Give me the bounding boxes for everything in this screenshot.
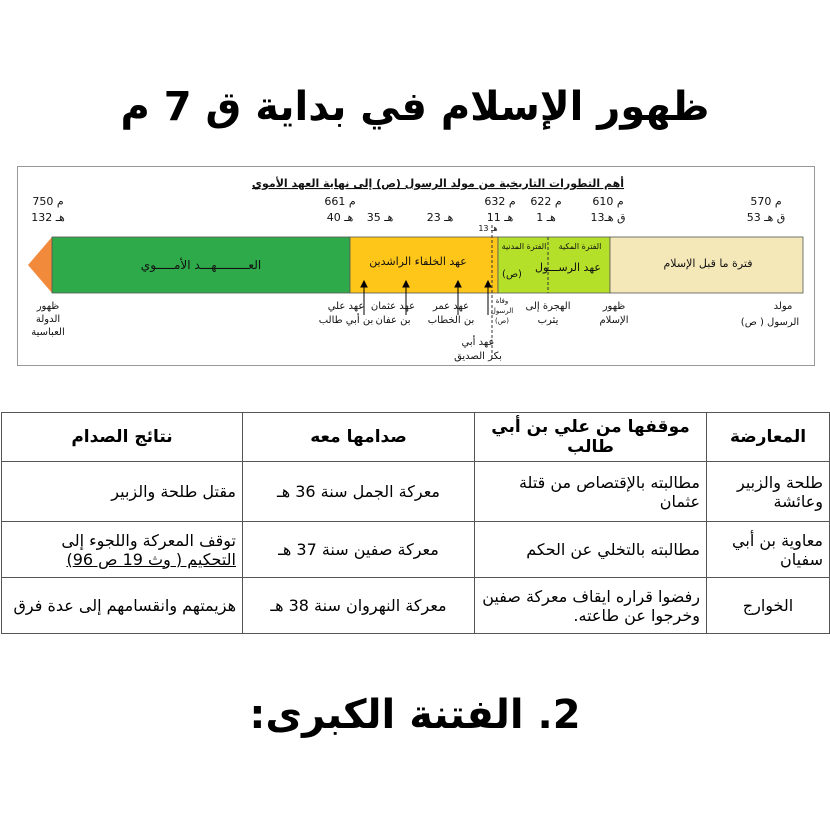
date-40h: 40 هـ — [326, 211, 354, 224]
label-abubakr-1: عهد أبي — [461, 337, 495, 348]
label-abbasid-1: ظهور — [36, 301, 60, 312]
date-622: 622 م — [530, 195, 562, 208]
timeline-top-labels — [31, 195, 785, 233]
table-header-row — [2, 413, 830, 462]
cell-result: هزيمتهم وانقسامهم إلى عدة فرق — [2, 578, 243, 634]
date-750: 750 م — [32, 195, 64, 208]
date-661: 661 م — [324, 195, 356, 208]
timeline-start-arrow — [28, 237, 52, 293]
cell-opposition: الخوارج — [707, 578, 830, 634]
cell-position: مطالبته بالإقتصاص من قتلة عثمان — [475, 462, 707, 522]
date-132h: 132 هـ — [31, 211, 65, 224]
header-clash: صدامها معه — [243, 413, 475, 462]
label-hijra-1: الهجرة إلى — [525, 301, 571, 312]
label-umar-1: عهد عمر — [432, 301, 470, 312]
date-13h: 13 هـ — [478, 224, 498, 233]
header-result: نتائج الصدام — [2, 413, 243, 462]
date-570: 570 م — [750, 195, 782, 208]
label-birth-2: الرسول ( ص) — [740, 317, 800, 328]
cell-opposition: معاوية بن أبي سفيان — [707, 522, 830, 578]
label-death-1: وفاة — [495, 297, 509, 305]
label-death-3: (ص) — [495, 317, 509, 325]
date-1h: 1 هـ — [536, 211, 556, 224]
cell-result-line1: توقف المعركة واللجوء إلى — [61, 530, 236, 550]
section-heading: 2. الفتنة الكبرى: — [249, 692, 581, 738]
timeline-figure — [17, 166, 815, 366]
date-610: 610 م — [592, 195, 624, 208]
fitna-table — [1, 412, 830, 634]
timeline-bottom-labels — [31, 297, 799, 362]
date-23h: 23 هـ — [426, 211, 454, 224]
label-prophet-line2: (ص) — [502, 269, 522, 280]
cell-result-line2: التحكيم ( وث 19 ص 96) — [66, 549, 236, 569]
date-13qh: 13ق هـ — [590, 211, 626, 224]
label-uthman-2: بن عفان — [375, 315, 411, 326]
header-position: موقفها من علي بن أبي طالب — [475, 413, 707, 462]
header-opposition: المعارضة — [707, 413, 830, 462]
date-53qh: 53 ق هـ — [746, 211, 786, 224]
label-death-2: الرسول — [490, 307, 514, 315]
cell-clash: معركة النهروان سنة 38 هـ — [243, 578, 475, 634]
date-35h: 35 هـ — [366, 211, 394, 224]
label-abbasid-2: الدولة — [35, 314, 61, 325]
date-11h: 11 هـ — [486, 211, 514, 224]
date-632: 632 م — [484, 195, 516, 208]
cell-result: مقتل طلحة والزبير — [2, 462, 243, 522]
cell-position: مطالبته بالتخلي عن الحكم — [475, 522, 707, 578]
cell-result — [2, 522, 243, 578]
table-row — [2, 462, 830, 522]
label-birth-1: مولد — [773, 301, 793, 312]
timeline-heading: أهم التطورات التاريخية من مولد الرسول (ص) إلى نهاية العهد الأموي — [251, 177, 625, 190]
label-prophet-line1: عهد الرســـول — [535, 261, 601, 274]
table-row — [2, 578, 830, 634]
label-makkan: الفترة المكية — [558, 242, 602, 251]
cell-clash: معركة الجمل سنة 36 هـ — [243, 462, 475, 522]
label-uthman-1: عهد عثمان — [370, 301, 416, 312]
label-umayyad: العـــــــــهـــد الأمـــــوي — [140, 258, 262, 272]
page-title: ظهور الإسلام في بداية ق 7 م — [120, 84, 710, 130]
table-row — [2, 522, 830, 578]
cell-opposition: طلحة والزبير وعائشة — [707, 462, 830, 522]
label-pre-islam: فترة ما قبل الإسلام — [663, 257, 753, 270]
label-islam-2: الإسلام — [599, 315, 629, 326]
label-abubakr-2: بكر الصديق — [454, 351, 502, 362]
label-islam-1: ظهور — [602, 301, 626, 312]
label-madinan: الفترة المدنية — [501, 242, 547, 251]
label-abbasid-3: العباسية — [31, 327, 65, 338]
label-hijra-2: يثرب — [537, 315, 559, 326]
label-ali-2: بن أبي طالب — [318, 315, 374, 326]
cell-clash: معركة صفين سنة 37 هـ — [243, 522, 475, 578]
cell-position: رفضوا قراره ايقاف معركة صفين وخرجوا عن طاعته. — [475, 578, 707, 634]
label-umar-2: بن الخطاب — [427, 315, 475, 326]
label-ali-1: عهد علي — [327, 301, 365, 312]
label-rashidun: عهد الخلفاء الراشدين — [369, 255, 467, 268]
